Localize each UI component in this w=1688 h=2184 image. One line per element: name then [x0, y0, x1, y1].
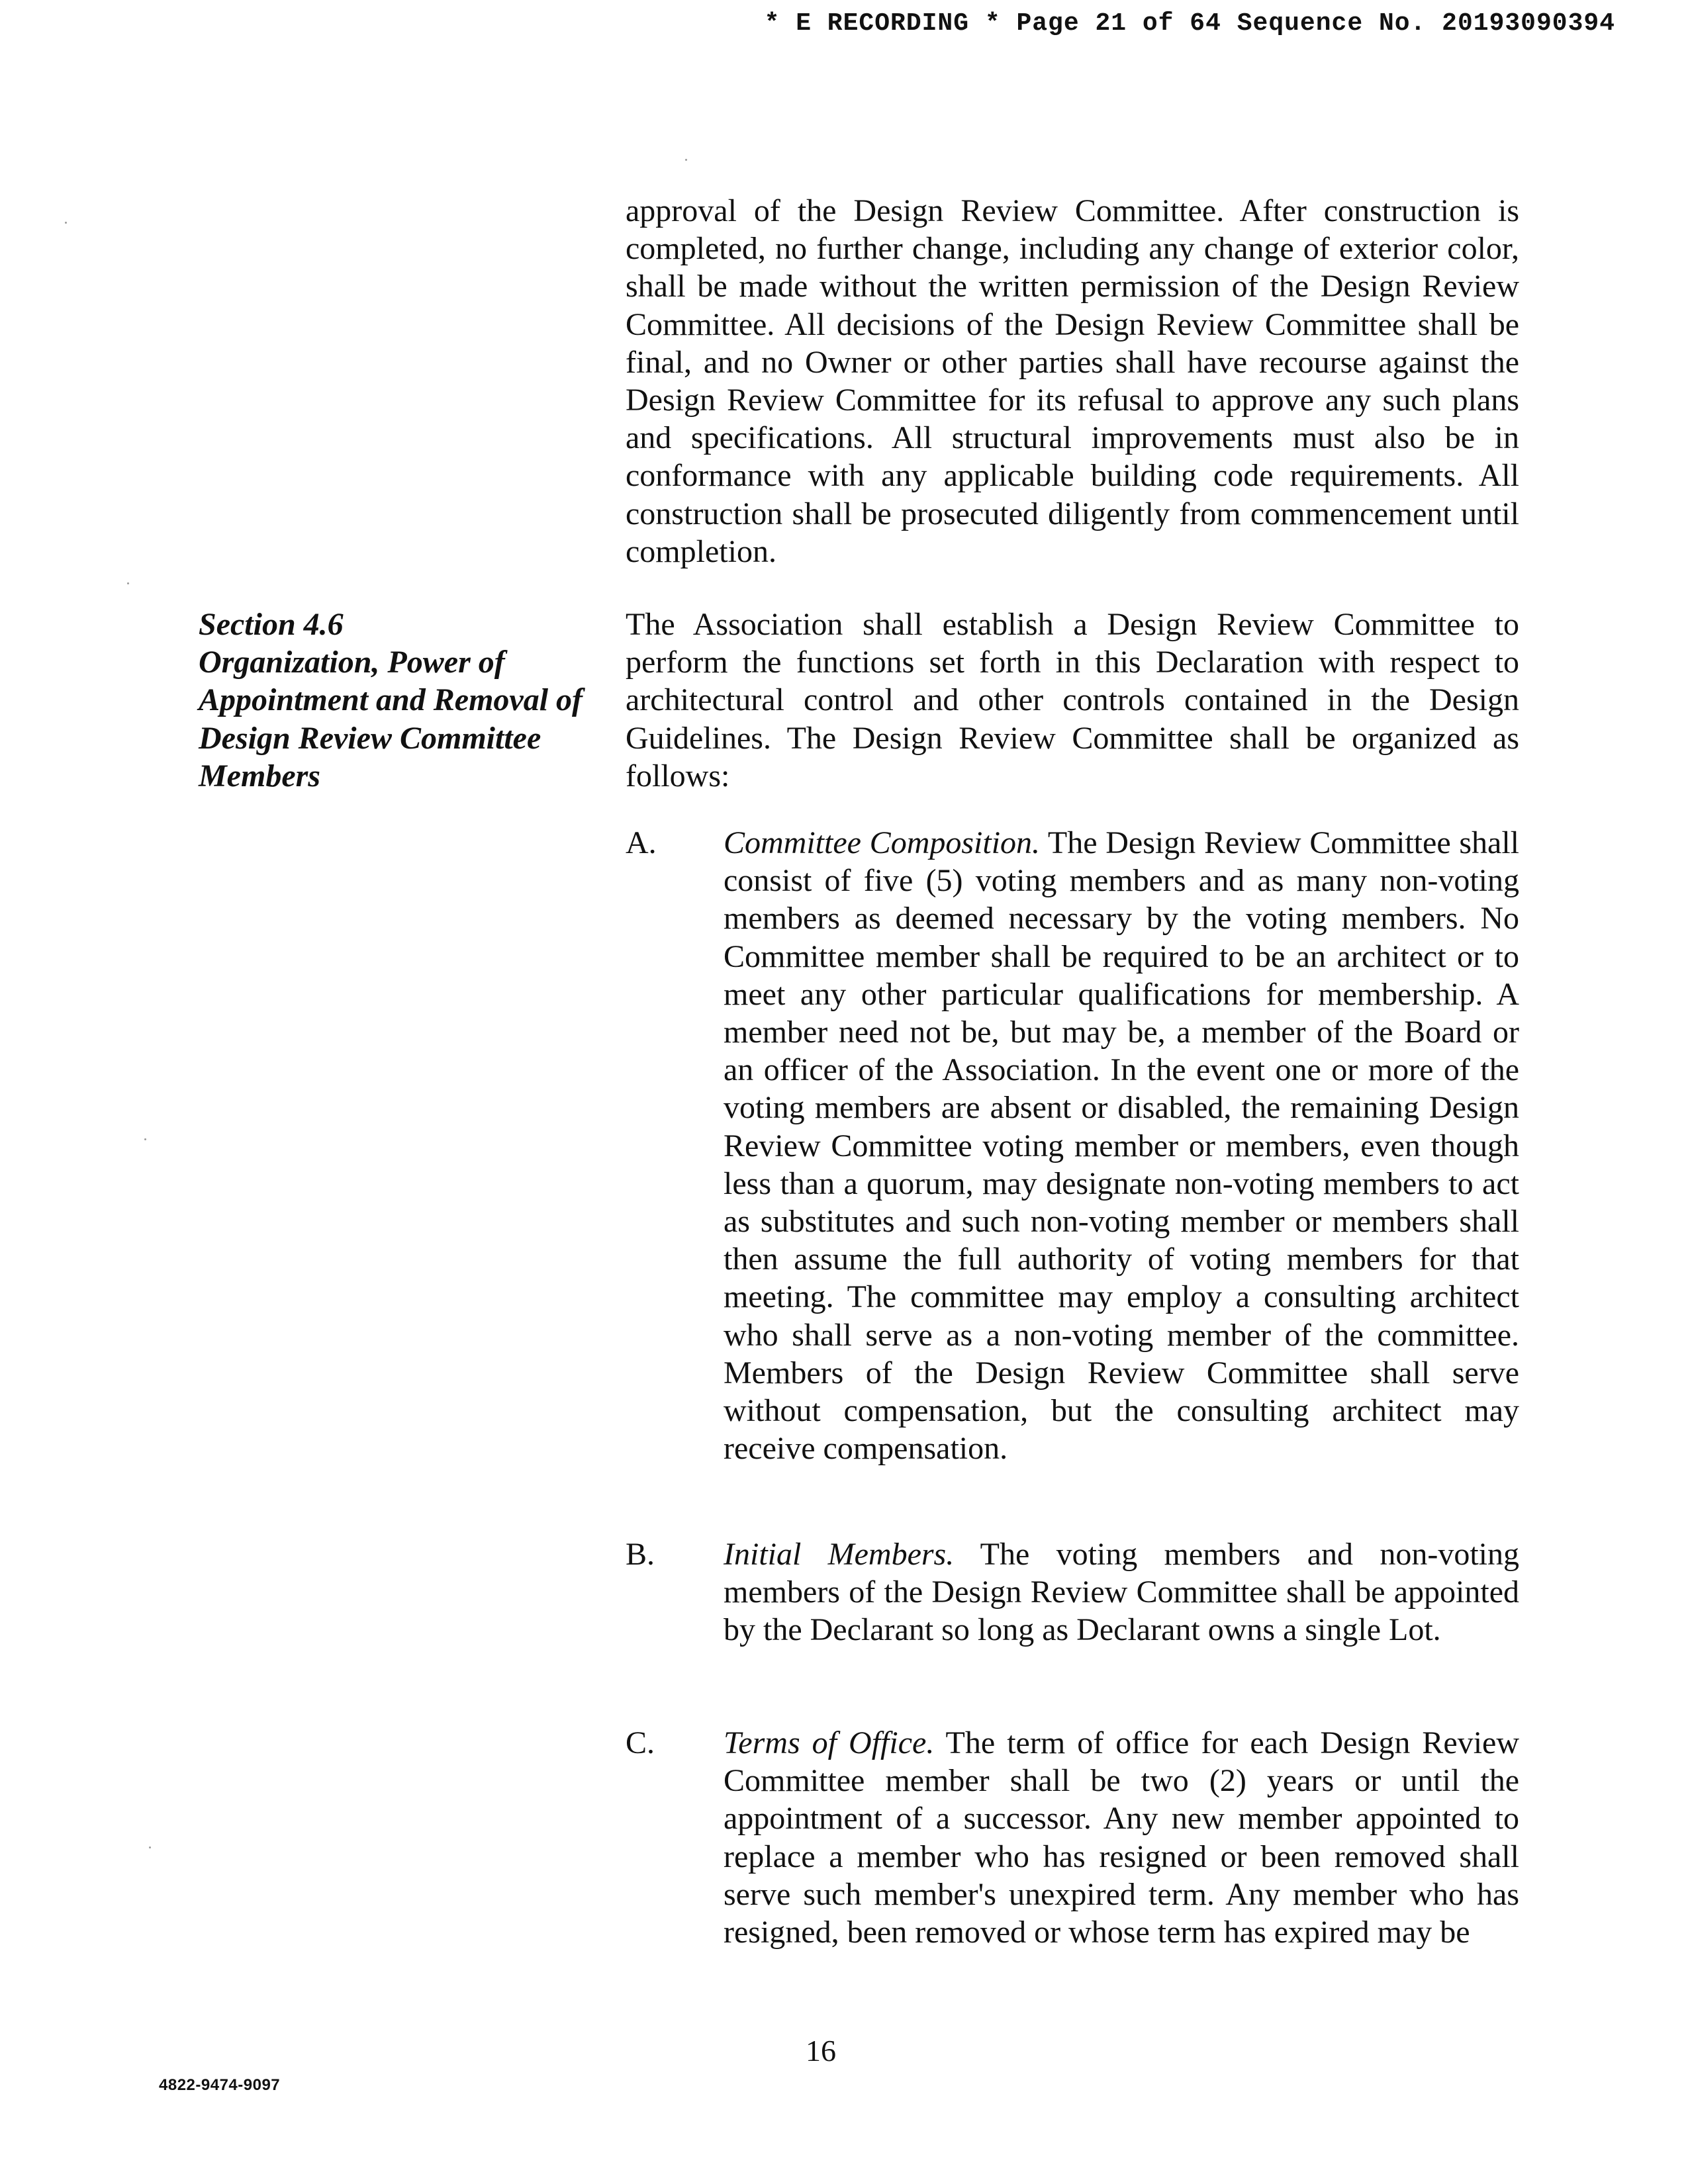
list-marker: A.: [626, 825, 657, 860]
section-intro-paragraph: The Association shall establish a Design Review Committee to perform the functions set forth in this Declaration with respect to architectural control and other controls contained in the Design Guidelines. The Design Review Committee shall be organized as follows:: [626, 607, 1519, 794]
scan-speck: [685, 159, 687, 161]
list-marker: B.: [626, 1537, 655, 1572]
document-id: 4822-9474-9097: [159, 2076, 281, 2094]
list-item-body: [724, 1535, 1519, 1649]
list-item-body: [724, 1724, 1519, 1951]
scan-speck: [149, 1846, 151, 1848]
scan-speck: [65, 222, 67, 224]
page-number: 16: [806, 2034, 836, 2068]
recording-stamp: * E RECORDING * Page 21 of 64 Sequence No. 20193090394: [764, 9, 1615, 38]
section-number: Section 4.6: [199, 607, 344, 642]
continuation-paragraph: approval of the Design Review Committee. After construction is completed, no further change, including any change of exterior color, shall be made without the written permission of the Design Review Committee. All decisions of the Design Review Committee shall be final, and no Owner or other parties shall have recourse against the Design Review Committee for its refusal to approve any such plans and specifications. All structural improvements must also be in conformance with any applicable building code requirements. All construction shall be prosecuted diligently from commencement until completion.: [626, 193, 1519, 569]
list-item-heading: Initial Members.: [724, 1537, 955, 1572]
section-heading: [199, 606, 609, 795]
list-marker: C.: [626, 1725, 655, 1760]
list-item-heading: Committee Composition.: [724, 825, 1041, 860]
scan-speck: [127, 582, 129, 584]
list-item-text: The voting members and non-voting members of the Design Review Committee shall be appointed by the Declarant so long as Declarant owns a single Lot.: [724, 1537, 1519, 1648]
list-item-body: [724, 824, 1519, 1467]
list-item-text: The term of office for each Design Review Committee member shall be two (2) years or until the appointment of a successor. Any new member appointed to replace a member who has resigned or been removed shall serve such member's unexpired term. Any member who has resigned, been removed or whose term has expired may be: [724, 1725, 1520, 1950]
list-item-text: The Design Review Committee shall consist of five (5) voting members and as many non-voting members as deemed necessary by the voting members. No Committee member shall be required to be an architect or to meet any other particular qualifications for membership. A member need not be, but may be, a member of the Board or an officer of the Association. In the event one or more of the voting members are absent or disabled, the remaining Design Review Committee voting member or members, even though less than a quorum, may designate non-voting members to act as substitutes and such non-voting member or members shall then assume the full authority of voting members for that meeting. The committee may employ a consulting architect who shall serve as a non-voting member of the committee. Members of the Design Review Committee shall serve without compensation, but the consulting architect may receive compensation.: [724, 825, 1520, 1467]
scan-speck: [144, 1138, 146, 1140]
section-title: Organization, Power of Appointment and Removal of Design Review Committee Members: [199, 645, 583, 794]
list-item-heading: Terms of Office.: [724, 1725, 935, 1760]
